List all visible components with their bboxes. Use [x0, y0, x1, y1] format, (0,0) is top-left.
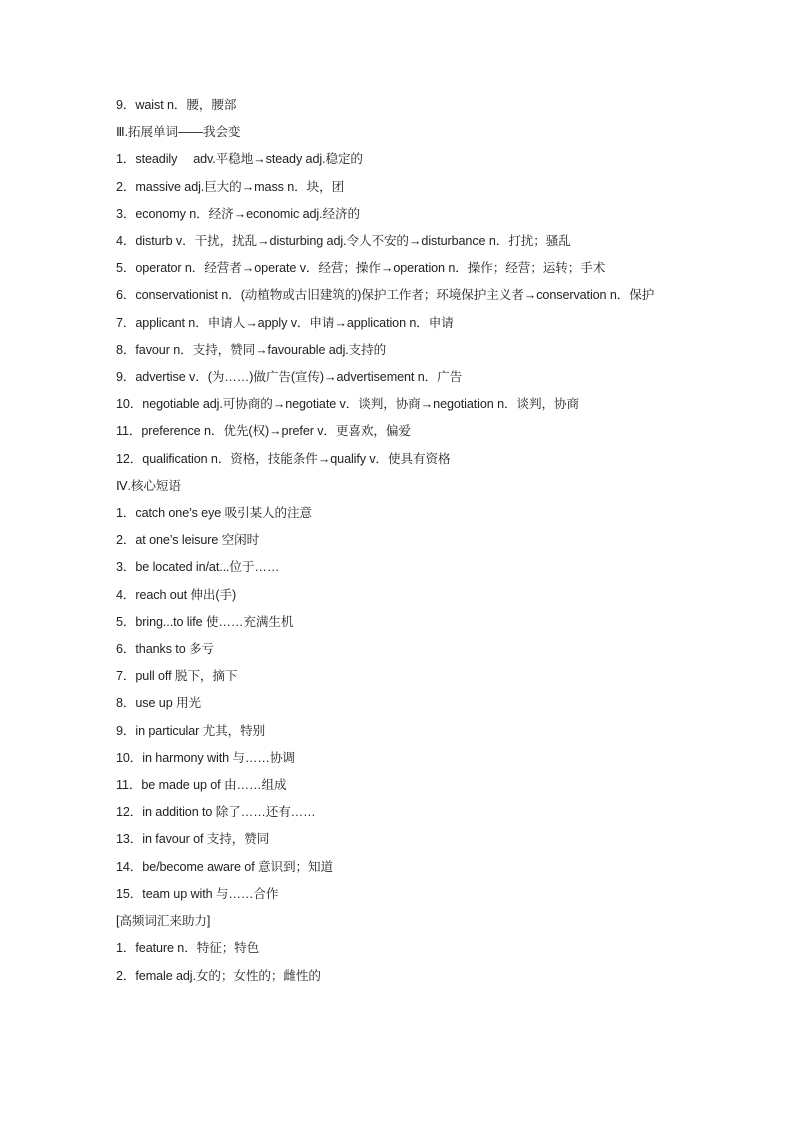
- text-line: 11．be made up of 由……组成: [116, 778, 287, 793]
- text-line: 14．be/become aware of 意识到；知道: [116, 859, 333, 874]
- text-line: 1．steadily adv.平稳地→steady adj.稳定的: [116, 152, 363, 167]
- text-line: 7．applicant n．申请人→apply v．申请→application n．申请: [116, 315, 454, 330]
- text-line: 1．feature n．特征；特色: [116, 941, 260, 956]
- text-line: 13．in favour of 支持，赞同: [116, 832, 270, 847]
- vocabulary-content: [116, 92, 682, 990]
- text-line: 8．favour n．支持，赞同→favourable adj.支持的: [116, 342, 387, 357]
- text-line: 2．massive adj.巨大的→mass n．块，团: [116, 179, 345, 194]
- text-line: 7．pull off 脱下，摘下: [116, 669, 238, 684]
- section-heading-core-phrases: Ⅳ.核心短语: [116, 478, 181, 493]
- text-line: 12．in addition to 除了……还有……: [116, 805, 316, 820]
- text-line: 10．negotiable adj.可协商的→negotiate v．谈判，协商→negotiation n．谈判，协商: [116, 397, 579, 412]
- text-line: 2．female adj.女的；女性的；雌性的: [116, 968, 321, 983]
- text-line: 9．waist n．腰，腰部: [116, 98, 237, 112]
- text-line: 15．team up with 与……合作: [116, 886, 279, 901]
- text-line: 6．conservationist n．(动植物或古旧建筑的)保护工作者；环境保护主义者→conservation n．保护: [116, 288, 655, 303]
- text-line: 3．economy n．经济→economic adj.经济的: [116, 206, 360, 221]
- text-line: 11．preference n．优先(权)→prefer v．更喜欢，偏爱: [116, 424, 411, 439]
- text-line: 12．qualification n．资格，技能条件→qualify v．使具有资格: [116, 451, 451, 466]
- text-line: 5．bring...to life 使……充满生机: [116, 614, 294, 629]
- text-line: 9．in particular 尤其，特别: [116, 723, 266, 738]
- text-line: 6．thanks to 多亏: [116, 642, 214, 657]
- section-heading-high-frequency: [高频词汇来助力]: [116, 914, 211, 929]
- text-line: 2．at one’s leisure 空闲时: [116, 533, 260, 548]
- text-line: 10．in harmony with 与……协调: [116, 750, 295, 765]
- text-line: 8．use up 用光: [116, 696, 201, 711]
- text-line: 3．be located in/at...位于……: [116, 560, 280, 575]
- text-line: 4．reach out 伸出(手): [116, 587, 237, 602]
- text-line: 5．operator n．经营者→operate v．经营；操作→operation n．操作；经营；运转；手术: [116, 261, 606, 276]
- text-line: 4．disturb v．干扰，扰乱→disturbing adj.令人不安的→disturbance n．打扰；骚乱: [116, 234, 571, 249]
- section-heading-expanded-words: Ⅲ.拓展单词——我会变: [116, 125, 241, 140]
- text-line: 1．catch one’s eye 吸引某人的注意: [116, 506, 313, 521]
- text-line: 9．advertise v．(为……)做广告(宣传)→advertisement n．广告: [116, 370, 463, 385]
